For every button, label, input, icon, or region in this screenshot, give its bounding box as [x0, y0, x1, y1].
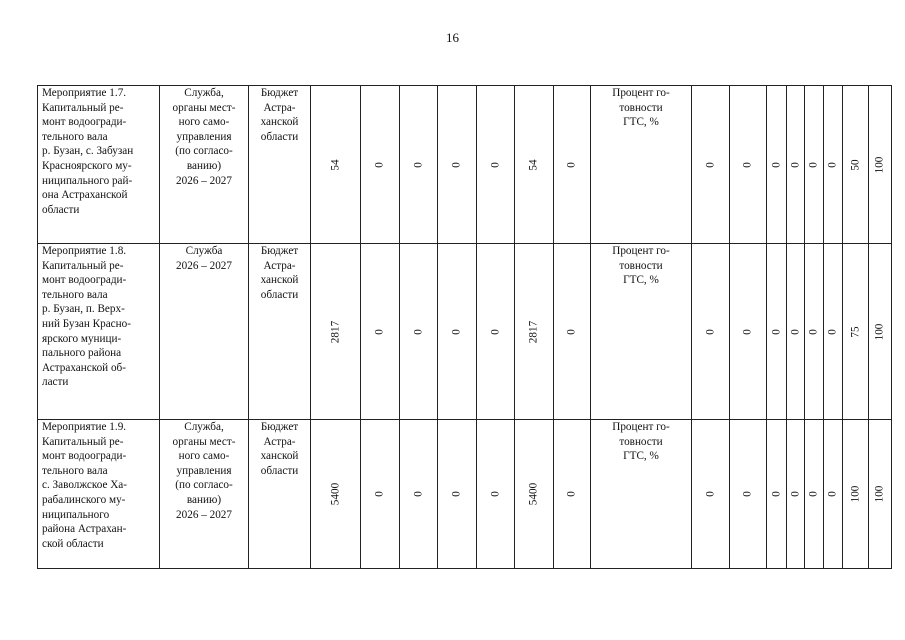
funding-value-cell: [400, 420, 438, 569]
funding-value-cell-value: 0: [412, 491, 425, 497]
event-name-cell-line: рабалинского му-: [42, 493, 126, 506]
funding-value-cell-value: 2817: [329, 320, 342, 343]
target-value-cell-value: 0: [770, 328, 783, 335]
target-value-cell-value: 0: [789, 161, 802, 168]
page-number: 16: [446, 30, 459, 45]
event-name-cell: [38, 420, 160, 569]
funding-value-cell-value: 0: [450, 328, 463, 335]
funding-source-cell-line: Астра-: [263, 259, 296, 272]
event-name-cell-line: р. Бузан, п. Верх-: [42, 303, 125, 316]
target-value-cell-value: 0: [704, 161, 717, 168]
event-name-cell-line: ярского муници-: [42, 332, 122, 345]
funding-value-cell: [400, 244, 438, 420]
funding-value-cell-value: 0: [450, 161, 463, 168]
funding-value-cell-value: 0: [489, 491, 502, 497]
executor-cell-line: органы мест-: [172, 101, 236, 114]
event-name-cell-line: с. Заволжское Ха-: [42, 479, 127, 492]
indicator-cell-line: товности: [619, 435, 663, 448]
target-value-cell-value: 0: [704, 491, 717, 497]
target-value-cell: [805, 86, 824, 244]
executor-cell: [160, 420, 249, 569]
executor-cell-line: управления: [176, 130, 232, 143]
event-name-cell-line: Капитальный ре-: [42, 435, 124, 448]
funding-value-cell-value: 0: [412, 161, 425, 168]
indicator-cell: [591, 86, 692, 244]
executor-cell: [160, 244, 249, 420]
indicator-cell: [591, 420, 692, 569]
funding-value-cell: [311, 86, 361, 244]
indicator-cell-line: ГТС, %: [623, 450, 659, 463]
target-value-cell-value: 100: [849, 485, 862, 503]
event-name-cell-line: района Астрахан-: [42, 523, 127, 536]
funding-value-cell: [361, 420, 400, 569]
executor-cell-line: Служба,: [184, 87, 224, 99]
executor-cell-line: 2026 – 2027: [176, 174, 232, 187]
event-name-cell-line: Мероприятие 1.7.: [42, 87, 127, 99]
funding-value-cell-value: 0: [373, 328, 386, 335]
event-name-cell-line: Мероприятие 1.8.: [42, 245, 127, 257]
event-name-cell-line: ской области: [42, 537, 104, 550]
executor-cell-line: ванию): [186, 493, 222, 506]
funding-value-cell-value: 0: [565, 491, 578, 497]
funding-value-cell: [554, 420, 591, 569]
target-value-cell: [824, 244, 843, 420]
executor-cell-line: 2026 – 2027: [176, 508, 232, 521]
event-name-cell-line: Капитальный ре-: [42, 101, 124, 114]
event-name-cell-line: пального района: [42, 347, 122, 360]
funding-value-cell-value: 54: [329, 158, 342, 171]
event-name-cell-line: ниципального рай-: [42, 174, 133, 187]
event-name-cell-line: Красноярского му-: [42, 159, 132, 172]
funding-value-cell: [438, 86, 477, 244]
event-name-cell-line: ниципального: [42, 508, 110, 521]
target-value-cell-value: 0: [770, 491, 783, 497]
target-value-cell-value: 0: [789, 328, 802, 335]
funding-value-cell-value: 2817: [527, 320, 540, 343]
indicator-cell-line: Процент го-: [612, 87, 670, 99]
funding-value-cell: [477, 244, 515, 420]
funding-source-cell-line: Бюджет: [260, 87, 299, 99]
event-name-cell-line: монт водоогради-: [42, 274, 127, 287]
executor-cell: [160, 86, 249, 244]
funding-source-cell-line: Астра-: [263, 435, 296, 448]
target-value-cell-value: 0: [807, 328, 820, 335]
target-value-cell-value: 0: [789, 491, 802, 497]
funding-value-cell-value: 0: [373, 491, 386, 497]
target-value-cell: [730, 244, 767, 420]
target-value-cell-value: 0: [741, 328, 754, 335]
target-value-cell: [805, 244, 824, 420]
target-value-cell-value: 0: [741, 491, 754, 497]
funding-source-cell-line: области: [260, 130, 299, 143]
target-value-cell-value: 0: [704, 328, 717, 335]
funding-source-cell: [249, 244, 311, 420]
funding-value-cell: [554, 86, 591, 244]
target-value-cell: [692, 244, 730, 420]
event-name-cell-line: она Астраханской: [42, 189, 128, 202]
target-value-cell: [730, 86, 767, 244]
executor-cell-line: органы мест-: [172, 435, 236, 448]
funding-source-cell-line: Бюджет: [260, 245, 299, 257]
funding-value-cell: [438, 420, 477, 569]
funding-value-cell-value: 54: [527, 158, 540, 171]
target-value-cell-value: 0: [741, 161, 754, 168]
target-value-cell-value: 0: [826, 491, 839, 497]
funding-value-cell-value: 0: [565, 328, 578, 335]
funding-value-cell: [515, 420, 554, 569]
target-value-cell: [824, 420, 843, 569]
target-value-cell: [843, 244, 869, 420]
event-name-cell-line: Мероприятие 1.9.: [42, 421, 127, 433]
funding-value-cell: [554, 244, 591, 420]
target-value-cell: [843, 86, 869, 244]
event-name-cell-line: тельного вала: [42, 130, 108, 143]
target-value-cell: [805, 420, 824, 569]
event-name-cell-line: области: [42, 203, 80, 216]
executor-cell-line: ванию): [186, 159, 222, 172]
executor-cell-line: управления: [176, 464, 232, 477]
executor-cell-line: 2026 – 2027: [176, 259, 232, 272]
indicator-cell-line: ГТС, %: [623, 274, 659, 287]
funding-value-cell: [515, 244, 554, 420]
executor-cell-line: (по согласо-: [175, 479, 233, 492]
target-value-cell: [787, 244, 805, 420]
target-value-cell: [824, 86, 843, 244]
target-value-cell: [692, 86, 730, 244]
funding-value-cell: [515, 86, 554, 244]
funding-value-cell-value: 5400: [329, 482, 342, 506]
event-name-cell-line: тельного вала: [42, 464, 108, 477]
funding-value-cell-value: 0: [373, 161, 386, 168]
target-value-cell: [787, 86, 805, 244]
event-name-cell: [38, 244, 160, 420]
target-value-cell: [869, 420, 892, 569]
event-name-cell-line: монт водоогради-: [42, 450, 127, 463]
funding-value-cell-value: 0: [489, 328, 502, 335]
event-name-cell-line: ний Бузан Красно-: [42, 317, 131, 330]
funding-value-cell: [477, 86, 515, 244]
funding-source-cell-line: Бюджет: [260, 421, 299, 433]
target-value-cell-value: 100: [873, 485, 886, 503]
target-value-cell-value: 100: [873, 156, 886, 173]
executor-cell-line: Служба: [185, 245, 223, 257]
executor-cell-line: Служба,: [184, 421, 224, 433]
indicator-cell-line: Процент го-: [612, 245, 670, 257]
target-value-cell-value: 0: [826, 161, 839, 168]
event-name-cell-line: Астраханской об-: [42, 361, 126, 374]
funding-value-cell: [311, 244, 361, 420]
funding-value-cell-value: 0: [450, 491, 463, 497]
funding-source-cell-line: области: [260, 288, 299, 301]
target-value-cell-value: 0: [826, 328, 839, 335]
event-name-cell: [38, 86, 160, 244]
target-value-cell: [869, 86, 892, 244]
funding-source-cell-line: Астра-: [263, 101, 296, 114]
indicator-cell-line: Процент го-: [612, 421, 670, 433]
target-value-cell: [869, 244, 892, 420]
target-value-cell: [767, 86, 787, 244]
funding-value-cell-value: 0: [565, 161, 578, 168]
target-value-cell: [692, 420, 730, 569]
executor-cell-line: (по согласо-: [175, 145, 233, 158]
table-row: [38, 244, 892, 420]
funding-value-cell: [477, 420, 515, 569]
funding-value-cell: [400, 86, 438, 244]
funding-source-cell-line: области: [260, 464, 299, 477]
indicator-cell-line: товности: [619, 259, 663, 272]
indicator-cell: [591, 244, 692, 420]
target-value-cell-value: 0: [770, 161, 783, 168]
funding-source-cell-line: ханской: [260, 450, 299, 463]
target-value-cell: [730, 420, 767, 569]
program-table: [37, 85, 892, 569]
target-value-cell: [843, 420, 869, 569]
funding-value-cell: [361, 86, 400, 244]
event-name-cell-line: р. Бузан, с. Забузан: [42, 145, 134, 158]
funding-value-cell-value: 0: [489, 161, 502, 168]
funding-source-cell: [249, 86, 311, 244]
funding-source-cell-line: ханской: [260, 274, 299, 287]
event-name-cell-line: тельного вала: [42, 288, 108, 301]
target-value-cell-value: 0: [807, 491, 820, 497]
funding-source-cell: [249, 420, 311, 569]
indicator-cell-line: ГТС, %: [623, 116, 659, 129]
funding-value-cell-value: 0: [412, 328, 425, 335]
target-value-cell-value: 75: [849, 325, 862, 338]
target-value-cell-value: 0: [807, 161, 820, 168]
indicator-cell-line: товности: [619, 101, 663, 114]
funding-value-cell-value: 5400: [527, 482, 540, 506]
table-row: [38, 420, 892, 569]
executor-cell-line: ного само-: [178, 116, 230, 129]
funding-source-cell-line: ханской: [260, 116, 299, 129]
table-row: [38, 86, 892, 244]
funding-value-cell: [361, 244, 400, 420]
funding-value-cell: [311, 420, 361, 569]
event-name-cell-line: Капитальный ре-: [42, 259, 124, 272]
executor-cell-line: ного само-: [178, 450, 230, 463]
target-value-cell: [767, 420, 787, 569]
event-name-cell-line: ласти: [42, 376, 69, 389]
funding-value-cell: [438, 244, 477, 420]
target-value-cell-value: 100: [873, 323, 886, 340]
target-value-cell: [767, 244, 787, 420]
target-value-cell: [787, 420, 805, 569]
event-name-cell-line: монт водоогради-: [42, 116, 127, 129]
target-value-cell-value: 50: [849, 158, 862, 171]
